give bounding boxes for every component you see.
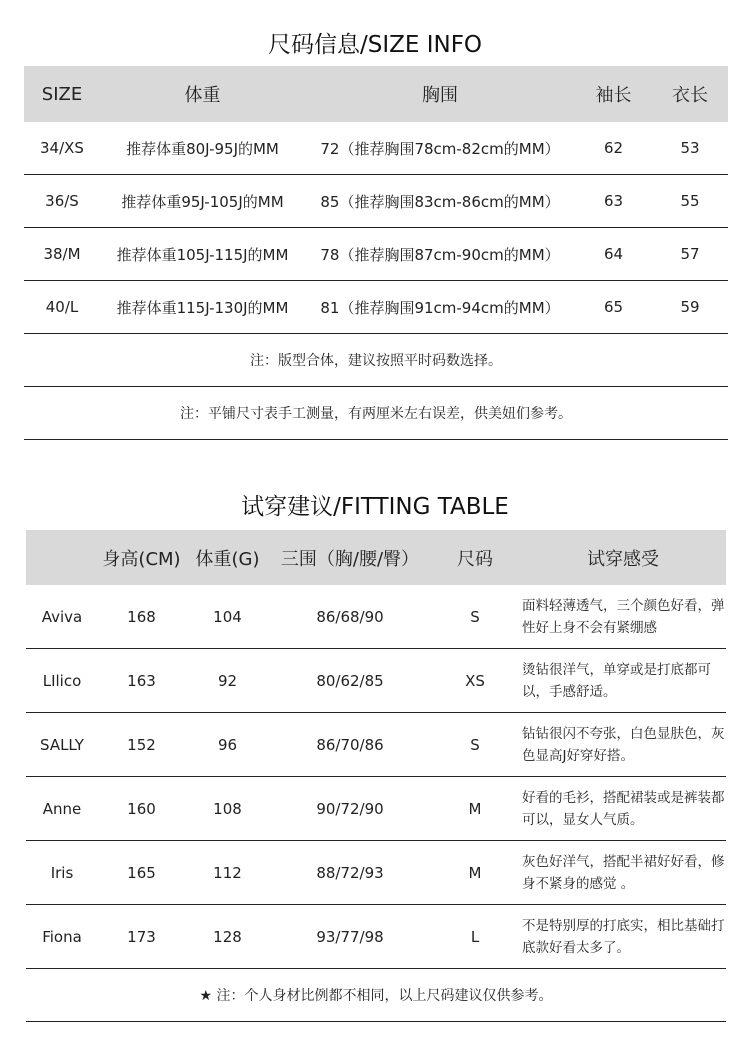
table-cell: 81（推荐胸围91cm-94cm的MM）	[305, 281, 575, 334]
table-cell: 88/72/93	[270, 841, 430, 905]
note-row	[24, 387, 728, 440]
table-cell: XS	[430, 649, 520, 713]
column-header: 袖长	[575, 66, 652, 122]
table-cell: 55	[652, 175, 728, 228]
table-cell: 80/62/85	[270, 649, 430, 713]
table-cell: 推荐体重115J-130J的MM	[100, 281, 305, 334]
column-header: SIZE	[24, 66, 100, 122]
table-cell: 38/M	[24, 228, 100, 281]
table-cell: Iris	[26, 841, 98, 905]
table-cell: 推荐体重80J-95J的MM	[100, 122, 305, 175]
table-cell: 57	[652, 228, 728, 281]
table-row	[24, 122, 728, 175]
table-cell: M	[430, 841, 520, 905]
column-header: 尺码	[430, 530, 520, 585]
table-cell: 92	[185, 649, 270, 713]
column-header: 三围（胸/腰/臀）	[270, 530, 430, 585]
table-cell: 34/XS	[24, 122, 100, 175]
table-cell: 59	[652, 281, 728, 334]
fitting-feedback: 钻钻很闪不夸张，白色显肤色，灰色显高J好穿好搭。	[520, 713, 726, 777]
table-cell: 推荐体重105J-115J的MM	[100, 228, 305, 281]
table-row	[24, 175, 728, 228]
table-cell: 163	[98, 649, 185, 713]
note-text: 注：平铺尺寸表手工测量，有两厘米左右误差，供美妞们参考。	[24, 387, 728, 440]
table-cell: Anne	[26, 777, 98, 841]
fitting-feedback: 不是特别厚的打底实，相比基础打底款好看太多了。	[520, 905, 726, 969]
fitting-title: 试穿建议/FITTING TABLE	[241, 494, 509, 520]
column-header: 试穿感受	[520, 530, 726, 585]
table-cell: 64	[575, 228, 652, 281]
table-cell: 78（推荐胸围87cm-90cm的MM）	[305, 228, 575, 281]
size-table-header	[24, 66, 728, 122]
column-header: 胸围	[305, 66, 575, 122]
table-cell: 93/77/98	[270, 905, 430, 969]
column-header: 身高(CM)	[98, 530, 185, 585]
table-row	[26, 905, 726, 969]
table-row	[24, 281, 728, 334]
table-cell: 165	[98, 841, 185, 905]
fitting-feedback: 灰色好洋气，搭配半裙好好看，修身不紧身的感觉 。	[520, 841, 726, 905]
table-cell: 173	[98, 905, 185, 969]
table-cell: 152	[98, 713, 185, 777]
table-cell: 112	[185, 841, 270, 905]
table-cell: 160	[98, 777, 185, 841]
table-cell: 96	[185, 713, 270, 777]
note-row	[24, 334, 728, 387]
table-cell: 72（推荐胸围78cm-82cm的MM）	[305, 122, 575, 175]
table-cell: 85（推荐胸围83cm-86cm的MM）	[305, 175, 575, 228]
table-cell: 86/70/86	[270, 713, 430, 777]
table-cell: 168	[98, 585, 185, 649]
column-header: 衣长	[652, 66, 728, 122]
table-cell: 36/S	[24, 175, 100, 228]
size-info-table	[24, 66, 728, 440]
table-cell: 62	[575, 122, 652, 175]
table-cell: 65	[575, 281, 652, 334]
note-text: ★ 注：个人身材比例都不相同，以上尺码建议仅供参考。	[26, 969, 726, 1022]
column-header: 体重	[100, 66, 305, 122]
table-cell: L	[430, 905, 520, 969]
table-row	[26, 585, 726, 649]
table-cell: Aviva	[26, 585, 98, 649]
column-header: 体重(G)	[185, 530, 270, 585]
table-row	[26, 713, 726, 777]
table-cell: 40/L	[24, 281, 100, 334]
table-row	[26, 649, 726, 713]
table-cell: 63	[575, 175, 652, 228]
table-cell: 108	[185, 777, 270, 841]
table-cell: SALLY	[26, 713, 98, 777]
table-row	[26, 841, 726, 905]
table-cell: S	[430, 585, 520, 649]
table-cell: 104	[185, 585, 270, 649]
table-cell: 128	[185, 905, 270, 969]
column-header	[26, 530, 98, 585]
note-row	[26, 969, 726, 1022]
fitting-feedback: 烫钻很洋气，单穿或是打底都可以，手感舒适。	[520, 649, 726, 713]
fitting-table-header	[26, 530, 726, 585]
fitting-table	[26, 530, 726, 1022]
fitting-feedback: 面料轻薄透气，三个颜色好看，弹性好上身不会有紧绷感	[520, 585, 726, 649]
table-cell: 86/68/90	[270, 585, 430, 649]
table-cell: S	[430, 713, 520, 777]
table-row	[26, 777, 726, 841]
table-cell: LIlico	[26, 649, 98, 713]
table-cell: 53	[652, 122, 728, 175]
size-info-title: 尺码信息/SIZE INFO	[267, 32, 483, 58]
table-cell: 90/72/90	[270, 777, 430, 841]
table-cell: Fiona	[26, 905, 98, 969]
note-text: 注：版型合体，建议按照平时码数选择。	[24, 334, 728, 387]
fitting-feedback: 好看的毛衫，搭配裙装或是裤装都可以，显女人气质。	[520, 777, 726, 841]
table-row	[24, 228, 728, 281]
table-cell: 推荐体重95J-105J的MM	[100, 175, 305, 228]
table-cell: M	[430, 777, 520, 841]
